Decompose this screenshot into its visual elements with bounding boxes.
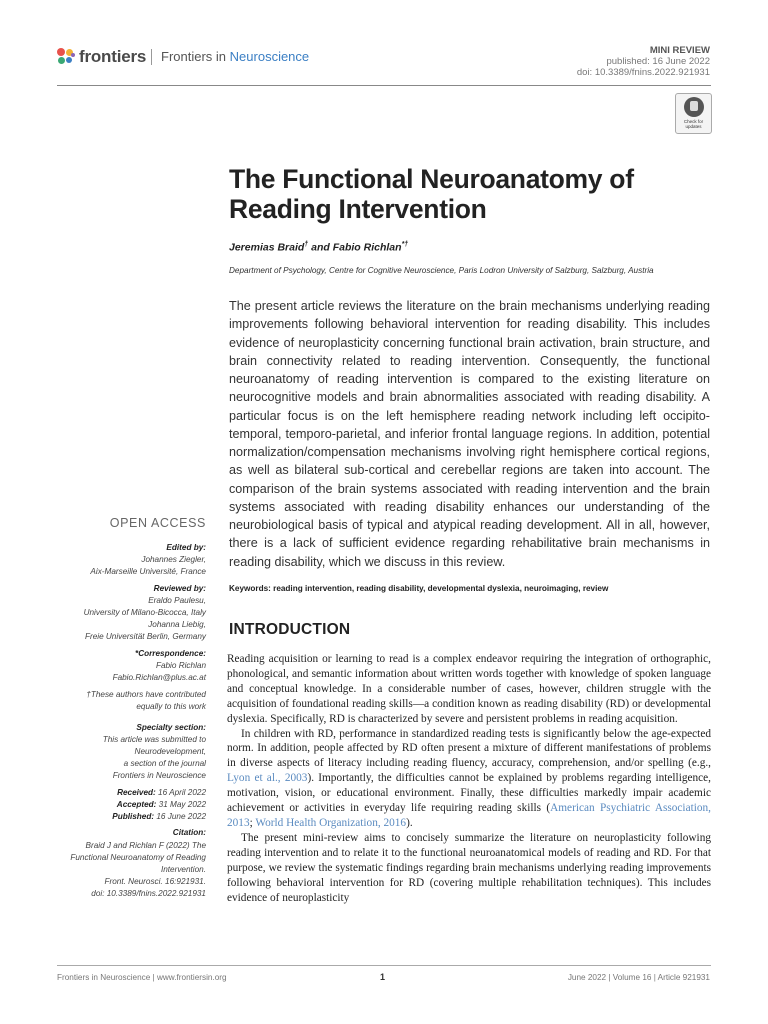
text-span: In children with RD, performance in standardized reading tests is significantly below the age-expected norm. In addition, people affected by RD often present a mixture of different manifestations of problems in diverse aspects of literacy including reading fluency, accuracy, comprehension, and/or spelling (e.g., [227,727,711,770]
check-for-updates-button[interactable] [675,93,712,134]
citation-label: Citation: [172,828,206,838]
journal-prefix: Frontiers in [161,49,227,64]
citation-line: Front. Neurosci. 16:921931. [104,876,206,886]
footer-divider [57,965,711,966]
citation-line: Intervention. [160,864,206,874]
abstract: The present article reviews the literature on the brain mechanisms underlying reading improvements following behavioral intervention for reading disability. This includes evidence of neuroplasticity concerning functional brain activation, brain structure, and brain connectivity related to reading intervention. Consequently, the functional neuroanatomy of reading intervention is compared to the existing literature on neurocognitive models and brain abnormalities associated with reading disability. A particular focus is on the left hemisphere reading network including left occipito-temporal, temporo-parietal, and inferior frontal language regions. In addition, potential normalization/compensation mechanisms involving right hemisphere cortical regions, as well as bilateral sub-cortical and cerebellar regions are taken into account. The comparison of the brain systems associated with reading intervention and the brain systems associated with reading disability enhances our understanding of the neurobiological basis of typical and atypical reading development. All in all, however, there is a lack of sufficient evidence regarding rehabilitative brain mechanisms in reading disability, which we discuss in this review. [229,299,710,569]
citation-doi[interactable]: doi: 10.3389/fnins.2022.921931 [91,888,206,898]
journal-name[interactable] [151,49,309,65]
section-heading: INTRODUCTION [229,621,351,638]
frontiers-logo-icon [57,48,75,66]
article-type: MINI REVIEW [649,45,710,56]
footer-journal[interactable]: Frontiers in Neuroscience | www.frontiersin.org [57,973,227,982]
specialty-section-label: Specialty section: [136,722,206,732]
logo-dot-blue [66,57,72,63]
received-value: 16 April 2022 [158,787,206,797]
paragraph: Reading acquisition or learning to read is a complex endeavor requiring the integration of orthographic, phonological, and semantic information about written words together with knowledge of spoken language and conceptual knowledge. In a considerable number of cases, however, children struggle with the acquisition of foundational reading skills—a condition known as reading disability (RD) or developmental dyslexia. Specifically, RD is characterized by severe and persistent problems in reading acquisition. [227,653,711,725]
reviewer-line: University of Milano-Bicocca, Italy [83,607,206,617]
text-span: ). [406,816,413,829]
citation-link[interactable]: American Psychiatric Association, 2013 [227,802,711,829]
author-conjunction: and [308,241,333,254]
keywords-text: reading intervention, reading disability, developmental dyslexia, neuroimaging, review [273,584,609,593]
body-text [227,652,711,905]
logo-dot-red [57,48,65,56]
paragraph: The present mini-review aims to concisely summarize the literature on neuroplasticity following reading intervention and to relate it to the functional neuroanatomical models of reading and RD. For that purpose, we review the systematic findings regarding brain mechanisms underlying reading improvements following behavioral intervention for RD (covering multiple rehabilitation techniques). This includes evidence of neuroplasticity [227,831,711,904]
editor-line[interactable]: Johannes Ziegler, [141,555,206,565]
reviewed-by-label: Reviewed by: [153,583,206,593]
correspondence-label: *Correspondence: [135,648,206,658]
accepted-label: Accepted: [116,799,157,809]
published-label: Published: [112,811,155,821]
journal-section: Neuroscience [229,49,310,64]
text-span: ; [249,816,256,829]
author-list [229,241,408,254]
check-updates-label: Check for updates [683,119,704,129]
author-name[interactable]: Jeremias Braid [229,241,305,254]
citation-link[interactable]: World Health Organization, 2016 [255,816,407,829]
article-meta [577,45,710,78]
accepted-date [57,799,206,811]
edited-by-label: Edited by: [166,543,206,552]
editor-line: Aix-Marseille Université, France [90,567,206,577]
correspondence-email[interactable]: Fabio.Richlan@plus.ac.at [112,672,206,682]
keywords-label: Keywords: [229,584,271,593]
open-access-label: OPEN ACCESS [109,516,206,530]
logo-dot-green [58,57,65,64]
specialty-line: This article was submitted to [102,734,206,744]
citation-link[interactable]: Lyon et al., 2003 [227,772,308,785]
header-divider [57,85,711,86]
author-name[interactable]: Fabio Richlan [332,241,402,254]
page-number: 1 [380,972,386,982]
equal-contribution-note: †These authors have contributed [86,689,206,699]
author-footnote-mark: † [304,241,309,248]
paragraph [227,727,711,831]
reviewer-line[interactable]: Johanna Liebig, [148,620,206,630]
footer-issue-info: June 2022 | Volume 16 | Article 921931 [567,973,710,982]
received-label: Received: [117,787,156,797]
published-date: published: 16 June 2022 [606,56,710,67]
author-footnote-mark: *† [401,241,409,248]
doi[interactable]: doi: 10.3389/fnins.2022.921931 [576,67,710,78]
published-value: 16 June 2022 [156,811,206,821]
logo-dot-purple [71,53,75,57]
keywords [229,584,608,593]
brand-name: frontiers [79,47,147,66]
check-updates-icon [684,97,704,117]
frontiers-logo[interactable] [57,46,146,68]
citation-line: Braid J and Richlan F (2022) The [85,840,206,850]
correspondence-name: Fabio Richlan [155,660,206,670]
specialty-line: a section of the journal [123,759,206,768]
received-date [57,787,206,799]
accepted-value: 31 May 2022 [158,799,206,809]
affiliation: Department of Psychology, Centre for Cognitive Neuroscience, Paris Lodron University of Salzburg, Salzburg, Austria [229,266,654,275]
article-info-sidebar [57,542,206,900]
reviewer-line: Freie Universität Berlin, Germany [84,632,206,642]
specialty-line: Frontiers in Neuroscience [112,771,206,781]
text-span: ). Importantly, the difficulties cannot be explained by problems regarding intelligence, motivation, vision, or educational environment. Finally, these difficulties markedly impair academic achievement or activities in everyday life requiring reading skills ( [227,772,712,815]
equal-contribution-note: equally to this work [136,701,206,711]
specialty-line: Neurodevelopment, [134,746,206,756]
reviewer-line[interactable]: Eraldo Paulesu, [148,595,206,605]
article-title: The Functional Neuroanatomy of Reading Intervention [229,164,634,224]
citation-line: Functional Neuroanatomy of Reading [70,852,206,862]
published-date-sidebar [57,811,206,823]
